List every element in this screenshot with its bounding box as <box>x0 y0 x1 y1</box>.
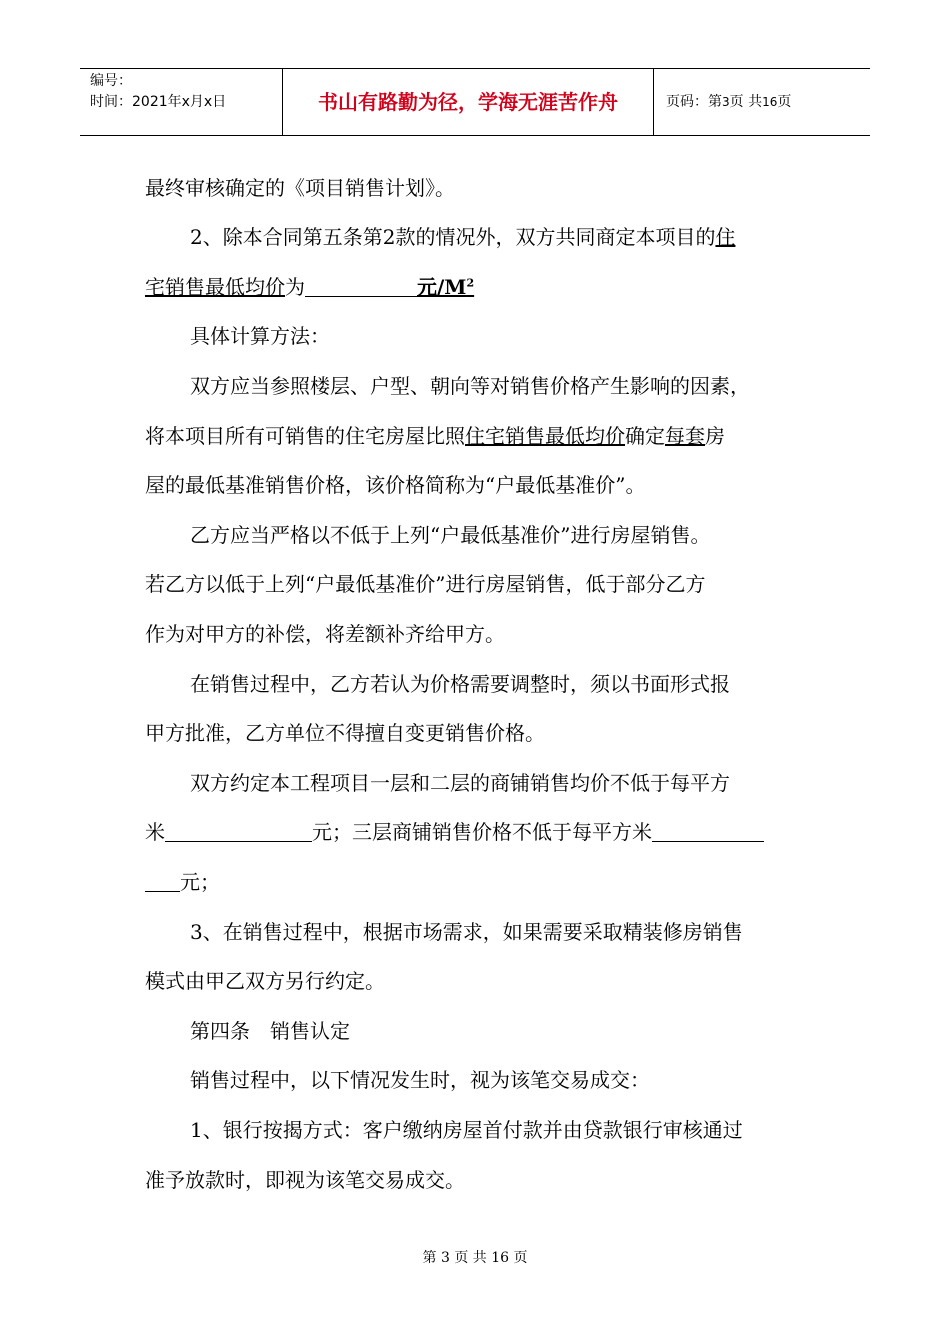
unit-price-per-sqm <box>417 275 474 299</box>
body-line-13: 双方约定本工程项目一层和二层的商铺销售均价不低于每平方 <box>190 771 730 795</box>
footer-current-page: 3 <box>440 1250 450 1266</box>
body-line-15 <box>145 866 220 895</box>
body-line-21: 准予放款时，即视为该笔交易成交。 <box>145 1168 465 1192</box>
unit-price-superscript: 2 <box>466 276 475 290</box>
body-line-6-text-b: 确定 <box>625 424 665 448</box>
page-footer <box>0 1247 950 1267</box>
article-4-heading: 第四条 销售认定 <box>190 1019 350 1043</box>
body-line-15-text: 元； <box>180 870 220 894</box>
footer-prefix: 第 <box>422 1250 437 1266</box>
body-line-12: 甲方批准，乙方单位不得擅自变更销售价格。 <box>145 721 545 745</box>
header-page-mid: 页 共 <box>729 94 763 110</box>
body-line-14-text-a: 米 <box>145 820 165 844</box>
unit-price-text: 元/M <box>417 275 467 299</box>
body-line-2-underlined: 住 <box>715 225 736 249</box>
body-line-14 <box>145 816 764 845</box>
body-line-2-text: 2、除本合同第五条第2款的情况外，双方共同商定本项目的 <box>190 225 716 249</box>
document-header <box>80 68 870 136</box>
body-line-16: 3、在销售过程中，根据市场需求，如果需要采取精装修房销售 <box>190 920 743 944</box>
header-page-prefix: 页码：第 <box>666 94 722 110</box>
header-page-total: 16 <box>762 95 778 109</box>
document-date-label: 时间：2021年x月x日 <box>90 94 227 110</box>
body-line-6-underlined-a: 住宅销售最低均价 <box>465 424 625 448</box>
body-line-10: 作为对甲方的补偿，将差额补齐给甲方。 <box>145 622 505 646</box>
body-line-4: 具体计算方法： <box>190 324 330 348</box>
body-line-6-text-c: 房 <box>705 424 725 448</box>
header-motto: 书山有路勤为径，学海无涯苦作舟 <box>282 69 654 135</box>
body-line-7: 屋的最低基准销售价格，该价格简称为“户最低基准价”。 <box>145 473 646 497</box>
footer-suffix: 页 <box>513 1250 528 1266</box>
body-line-11: 在销售过程中，乙方若认为价格需要调整时，须以书面形式报 <box>190 672 730 696</box>
body-line-1: 最终审核确定的《项目销售计划》。 <box>145 176 455 200</box>
blank-shop-price-floor-1-2 <box>165 819 312 842</box>
body-line-20: 1、银行按揭方式：客户缴纳房屋首付款并由贷款银行审核通过 <box>190 1118 743 1142</box>
body-line-3 <box>145 271 474 300</box>
document-number-label: 编号： <box>90 73 132 89</box>
body-line-6-underlined-b: 每套 <box>665 424 705 448</box>
body-line-3-text: 为 <box>285 275 305 299</box>
header-page-info <box>654 69 870 135</box>
header-meta <box>80 69 282 135</box>
footer-total-pages: 16 <box>491 1250 510 1266</box>
header-page-suffix: 页 <box>777 94 792 110</box>
blank-shop-price-floor-3 <box>652 819 764 842</box>
body-line-6-text-a: 将本项目所有可销售的住宅房屋比照 <box>145 424 465 448</box>
body-line-19: 销售过程中，以下情况发生时，视为该笔交易成交： <box>190 1068 650 1092</box>
header-page-current: 3 <box>722 95 730 109</box>
body-line-9: 若乙方以低于上列“户最低基准价”进行房屋销售，低于部分乙方 <box>145 572 706 596</box>
footer-mid: 页 共 <box>454 1250 487 1266</box>
blank-min-price <box>305 274 417 297</box>
body-line-17: 模式由甲乙双方另行约定。 <box>145 969 385 993</box>
body-line-14-text-b: 元；三层商铺销售价格不低于每平方米 <box>312 820 652 844</box>
body-line-6 <box>145 420 725 449</box>
body-line-5: 双方应当参照楼层、户型、朝向等对销售价格产生影响的因素， <box>190 374 750 398</box>
body-line-8: 乙方应当严格以不低于上列“户最低基准价”进行房屋销售。 <box>190 523 711 547</box>
blank-shop-price-floor-3-cont <box>145 869 180 892</box>
min-average-price-term: 宅销售最低均价 <box>145 275 285 299</box>
body-line-2 <box>190 221 735 250</box>
